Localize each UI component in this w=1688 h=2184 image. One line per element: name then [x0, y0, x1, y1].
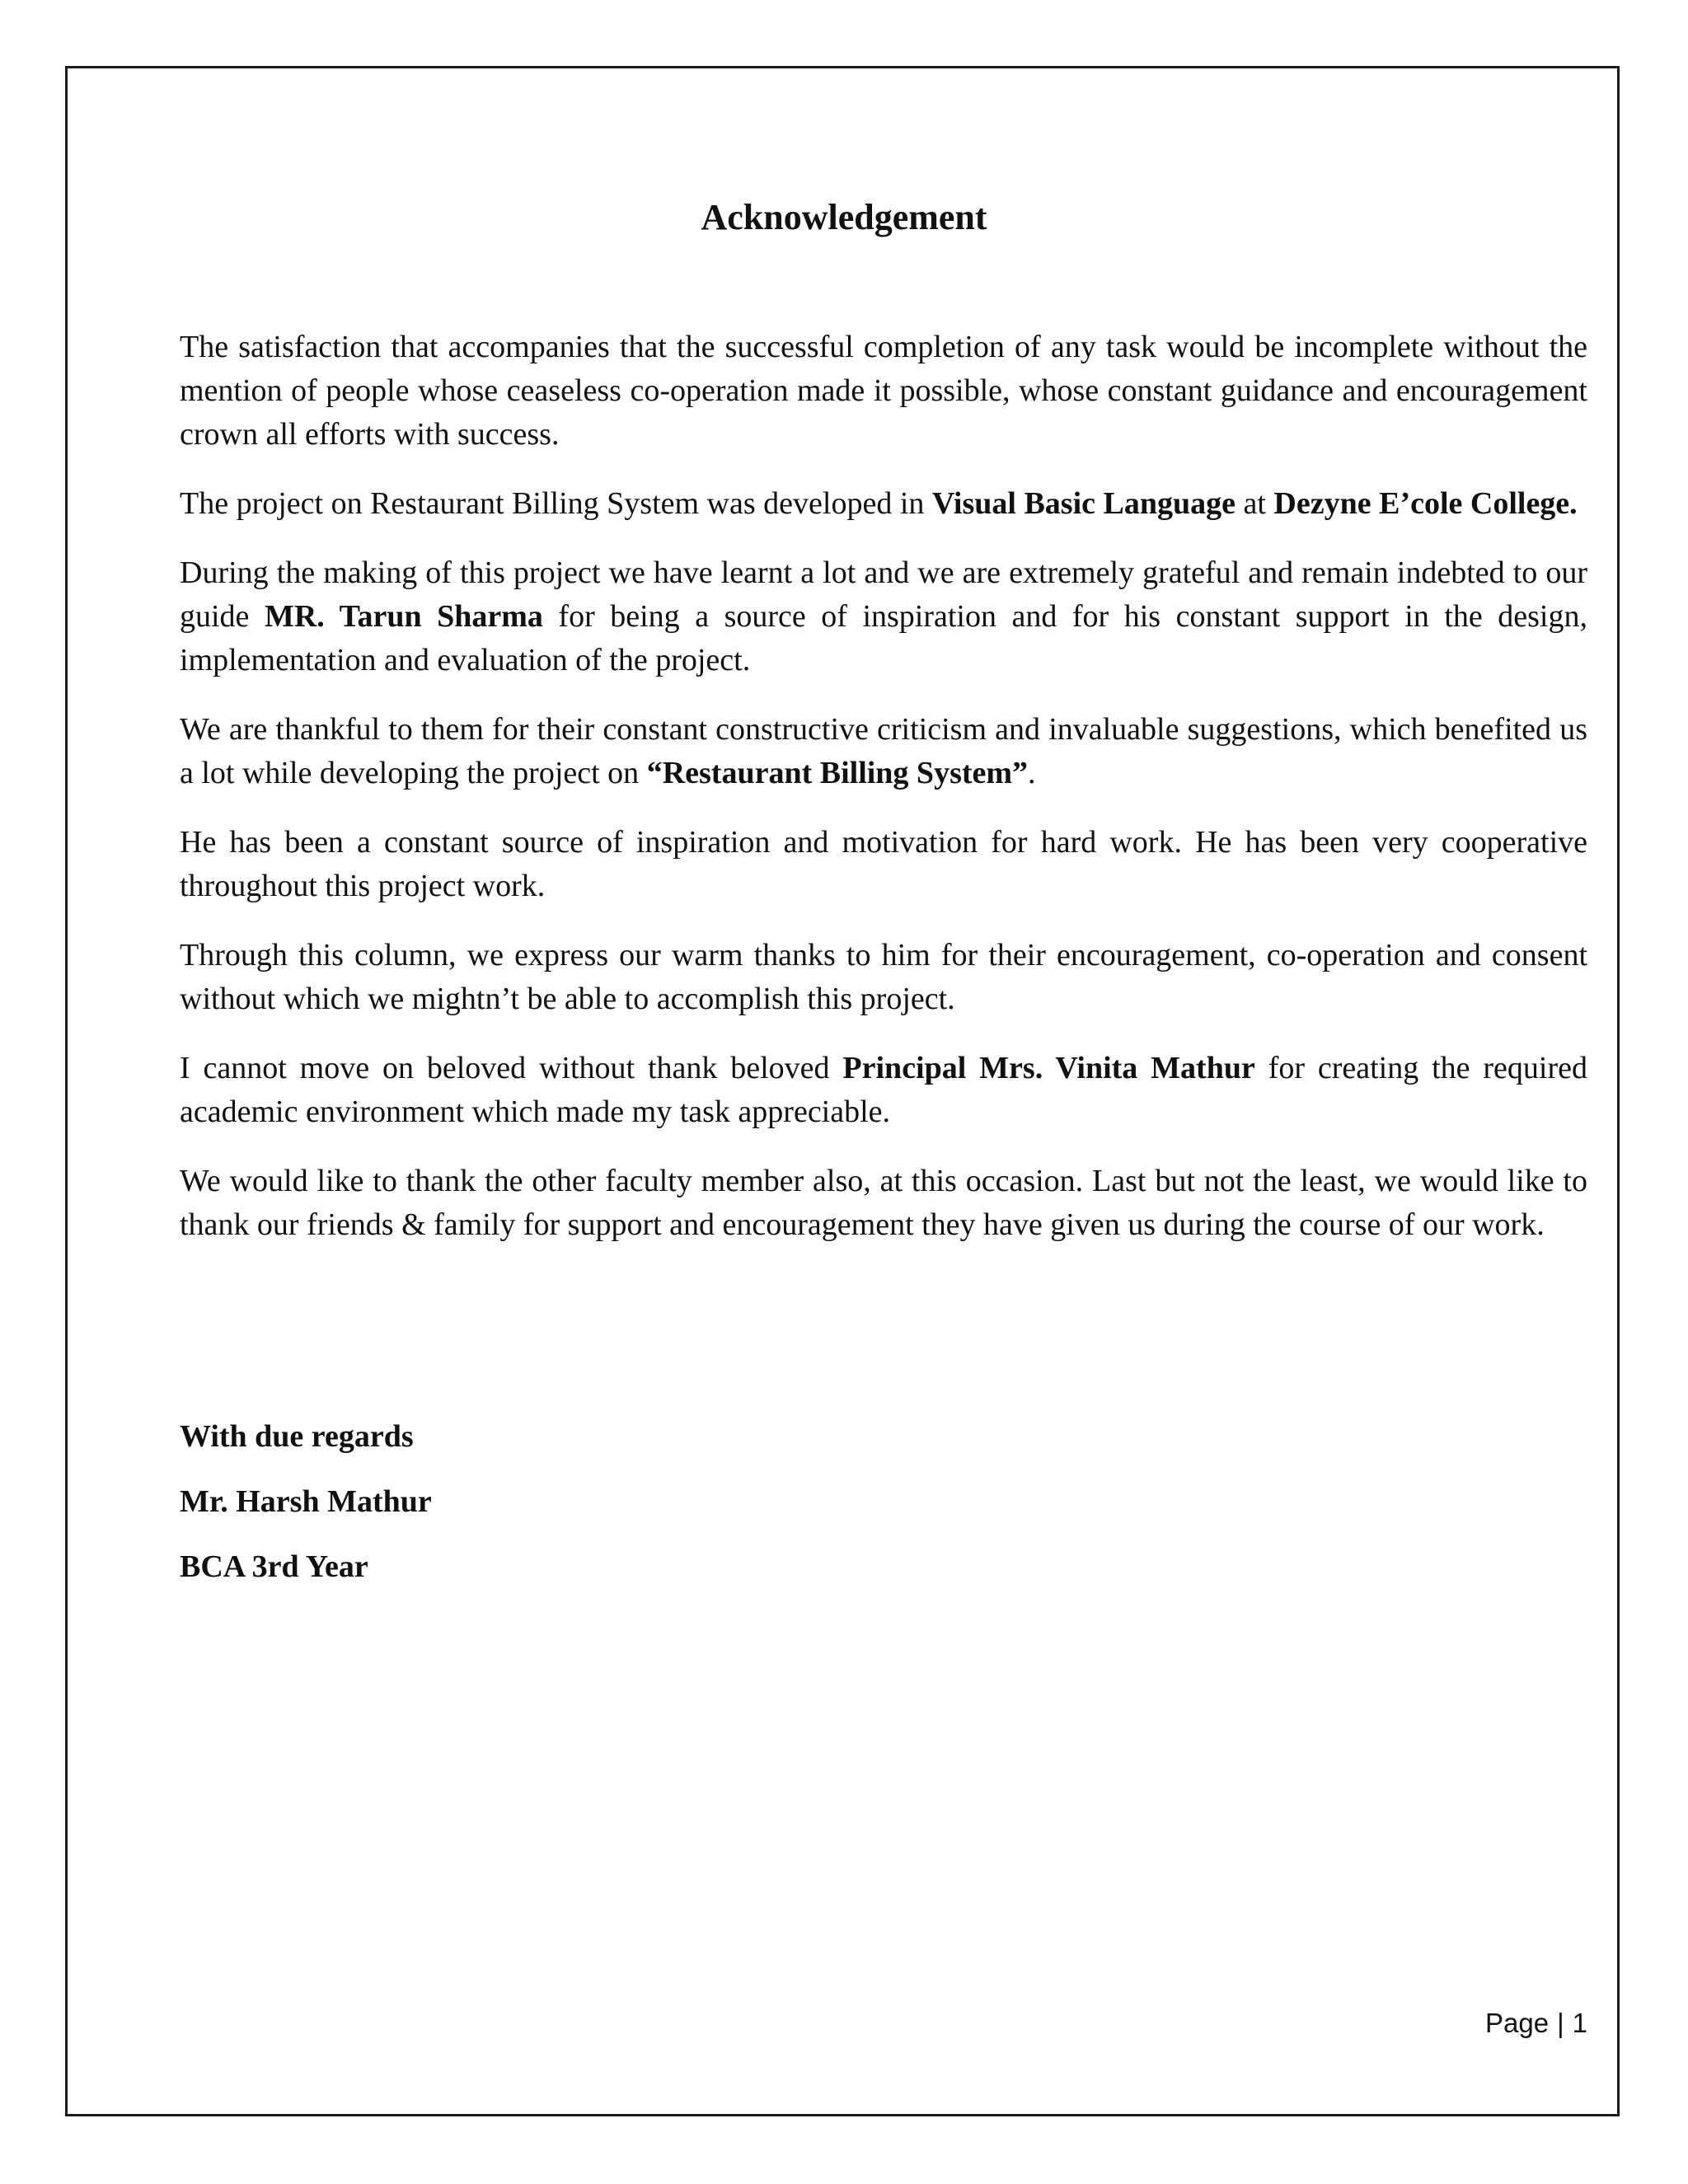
page-separator: |: [1557, 2008, 1564, 2038]
principal-name: Principal Mrs. Vinita Mathur: [842, 1051, 1255, 1085]
signoff-class: BCA 3rd Year: [180, 1549, 368, 1584]
paragraph-4-lead: We are thankful to them for their constant constructive criticism and invaluable suggestions, which benefited us a lot while developing the project on: [180, 712, 1587, 790]
paragraph-3-tail: for being a source of inspiration and for his constant support in the design, implementation and evaluation of the project.: [180, 599, 1587, 677]
paragraph-7-tail: for creating the required academic environment which made my task appreciable.: [180, 1051, 1587, 1129]
paragraph-3: [180, 551, 1587, 682]
signoff-regards: With due regards: [180, 1419, 414, 1454]
paragraph-8-text: We would like to thank the other faculty member also, at this occasion. Last but not the least, we would like to thank our friends & family for support and encouragement they have given us during the course of our work.: [180, 1164, 1587, 1242]
paragraph-7-lead: I cannot move on beloved without thank beloved: [180, 1051, 843, 1085]
project-name: “Restaurant Billing System”: [646, 756, 1029, 790]
paragraph-4: [180, 708, 1587, 795]
signoff-name: Mr. Harsh Mathur: [180, 1484, 432, 1519]
paragraph-2-connector: at: [1235, 486, 1274, 521]
paragraph-5-text: He has been a constant source of inspiration and motivation for hard work. He has been very cooperative throughout this project work.: [180, 825, 1587, 903]
paragraph-1: [180, 326, 1587, 457]
paragraph-6: [180, 934, 1587, 1021]
guide-name: MR. Tarun Sharma: [264, 599, 543, 634]
paragraph-2: [180, 482, 1587, 526]
language-name: Visual Basic Language: [931, 486, 1236, 521]
page-number: 1: [1572, 2008, 1587, 2038]
paragraph-7: [180, 1047, 1587, 1134]
paragraph-1-text: The satisfaction that accompanies that the successful completion of any task would be incomplete without the mention of people whose ceaseless co-operation made it possible, whose constant guidance and encouragement crown all efforts with success.: [180, 330, 1587, 452]
page-label: Page: [1484, 2008, 1550, 2038]
college-name: Dezyne E’cole College.: [1273, 486, 1578, 521]
paragraph-8: [180, 1160, 1587, 1247]
paragraph-3-lead: During the making of this project we have learnt a lot and we are extremely grateful and remain indebted to our guide: [180, 555, 1587, 634]
paragraph-5: [180, 821, 1587, 908]
document-body: [180, 326, 1587, 1272]
page-title: Acknowledgement: [701, 197, 987, 237]
page-footer: [1485, 2007, 1587, 2040]
paragraph-2-text: The project on Restaurant Billing System was developed in: [180, 486, 932, 521]
paragraph-4-tail: .: [1028, 756, 1036, 790]
paragraph-6-text: Through this column, we express our warm thanks to him for their encouragement, co-operation and consent without which we mightn’t be able to accomplish this project.: [180, 938, 1587, 1016]
signoff-block: [180, 1415, 432, 1610]
